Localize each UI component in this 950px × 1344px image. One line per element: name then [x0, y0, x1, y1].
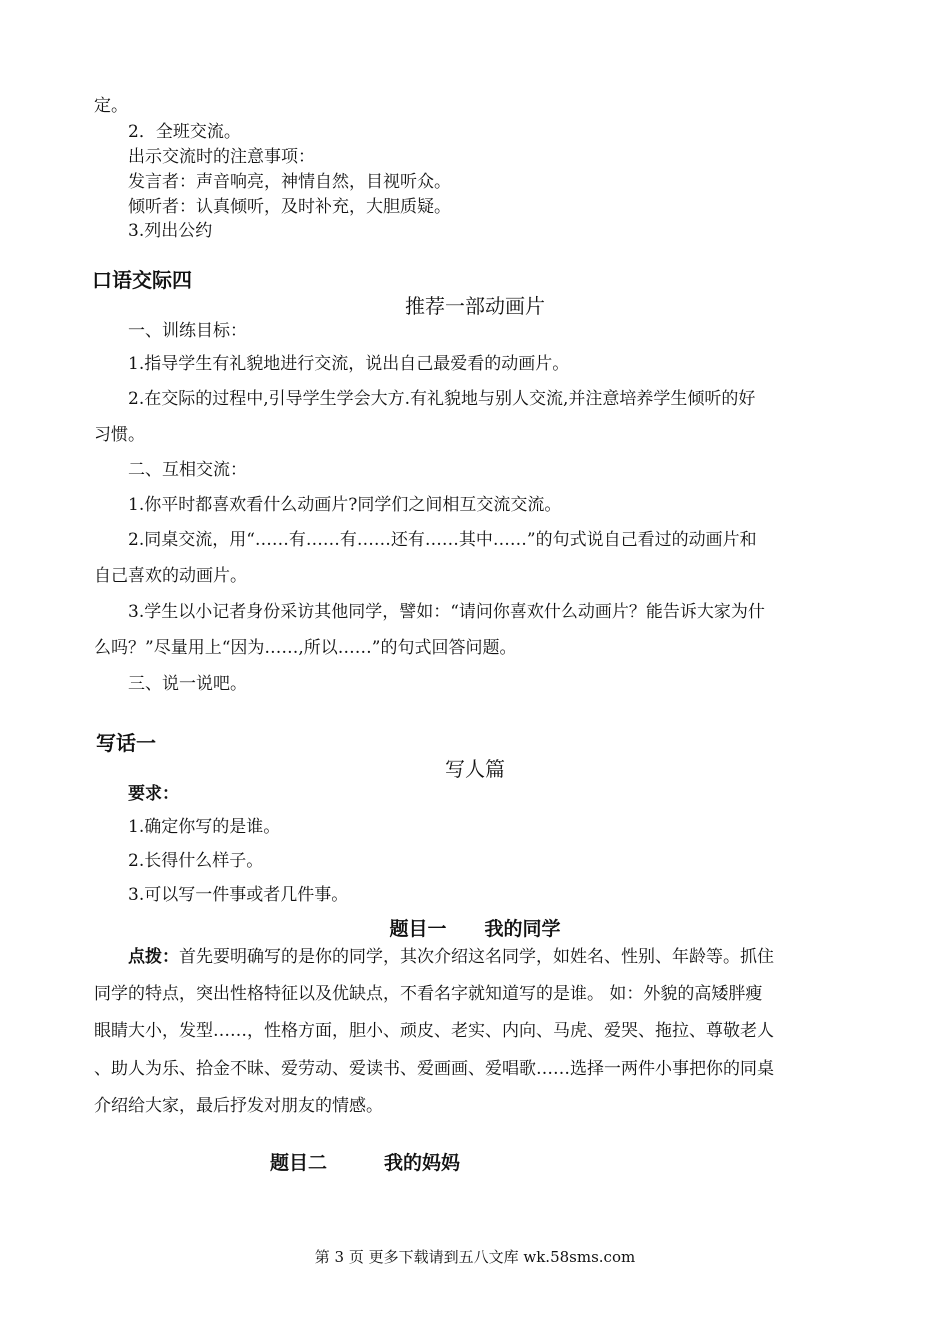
text-line: 定。	[94, 96, 128, 116]
text-line: 2.在交际的过程中,引导学生学会大方.有礼貌地与别人交流,并注意培养学生倾听的好	[128, 389, 756, 409]
page-footer: 第 3 页 更多下载请到五八文库 wk.58sms.com	[314, 1248, 636, 1266]
text-line: 习惯。	[94, 425, 145, 445]
text-line: 、助人为乐、拾金不昧、爱劳动、爱读书、爱画画、爱唱歌……选择一两件小事把你的同桌	[94, 1059, 774, 1079]
text-line: 倾听者：认真倾听，及时补充，大胆质疑。	[128, 197, 451, 217]
topic-heading: 题目二 我的妈妈	[270, 1152, 461, 1174]
text-line: 首先要明确写的是你的同学，其次介绍这名同学，如姓名、性别、年龄等。抓住	[179, 947, 774, 967]
section-heading: 写话一	[96, 731, 156, 755]
tip-paragraph-first-line	[128, 946, 774, 968]
text-line: 3.可以写一件事或者几件事。	[128, 885, 349, 905]
text-line: 2.长得什么样子。	[128, 851, 264, 871]
text-line: 三、说一说吧。	[128, 674, 247, 694]
text-line: 眼睛大小，发型……，性格方面，胆小、顽皮、老实、内向、马虎、爱哭、拖拉、尊敬老人	[94, 1021, 774, 1041]
requirements-label: 要求：	[128, 784, 179, 804]
tip-label: 点拨：	[128, 947, 179, 967]
text-line: 自己喜欢的动画片。	[94, 566, 247, 586]
section-title: 写人篇	[445, 757, 505, 781]
text-line: 么吗？”尽量用上“因为……,所以……”的句式回答问题。	[94, 638, 517, 658]
section-title: 推荐一部动画片	[405, 294, 545, 318]
text-line: 1.指导学生有礼貌地进行交流，说出自己最爱看的动画片。	[128, 354, 570, 374]
topic-heading: 题目一 我的同学	[389, 918, 561, 940]
text-line: 2．全班交流。	[128, 122, 241, 142]
text-line: 二、互相交流：	[128, 460, 247, 480]
text-line: 发言者：声音响亮，神情自然，目视听众。	[128, 172, 451, 192]
text-line: 1.确定你写的是谁。	[128, 817, 281, 837]
section-heading: 口语交际四	[92, 268, 192, 292]
text-line: 2.同桌交流，用“……有……有……还有……其中……”的句式说自己看过的动画片和	[128, 530, 757, 550]
text-line: 一、训练目标：	[128, 321, 247, 341]
text-line: 出示交流时的注意事项：	[128, 147, 315, 167]
text-line: 同学的特点，突出性格特征以及优缺点，不看名字就知道写的是谁。 如：外貌的高矮胖瘦	[94, 984, 763, 1004]
text-line: 介绍给大家，最后抒发对朋友的情感。	[94, 1096, 383, 1116]
text-line: 3.学生以小记者身份采访其他同学，譬如：“请问你喜欢什么动画片？能告诉大家为什	[128, 602, 765, 622]
text-line: 1.你平时都喜欢看什么动画片?同学们之间相互交流交流。	[128, 495, 562, 515]
text-line: 3.列出公约	[128, 221, 213, 241]
